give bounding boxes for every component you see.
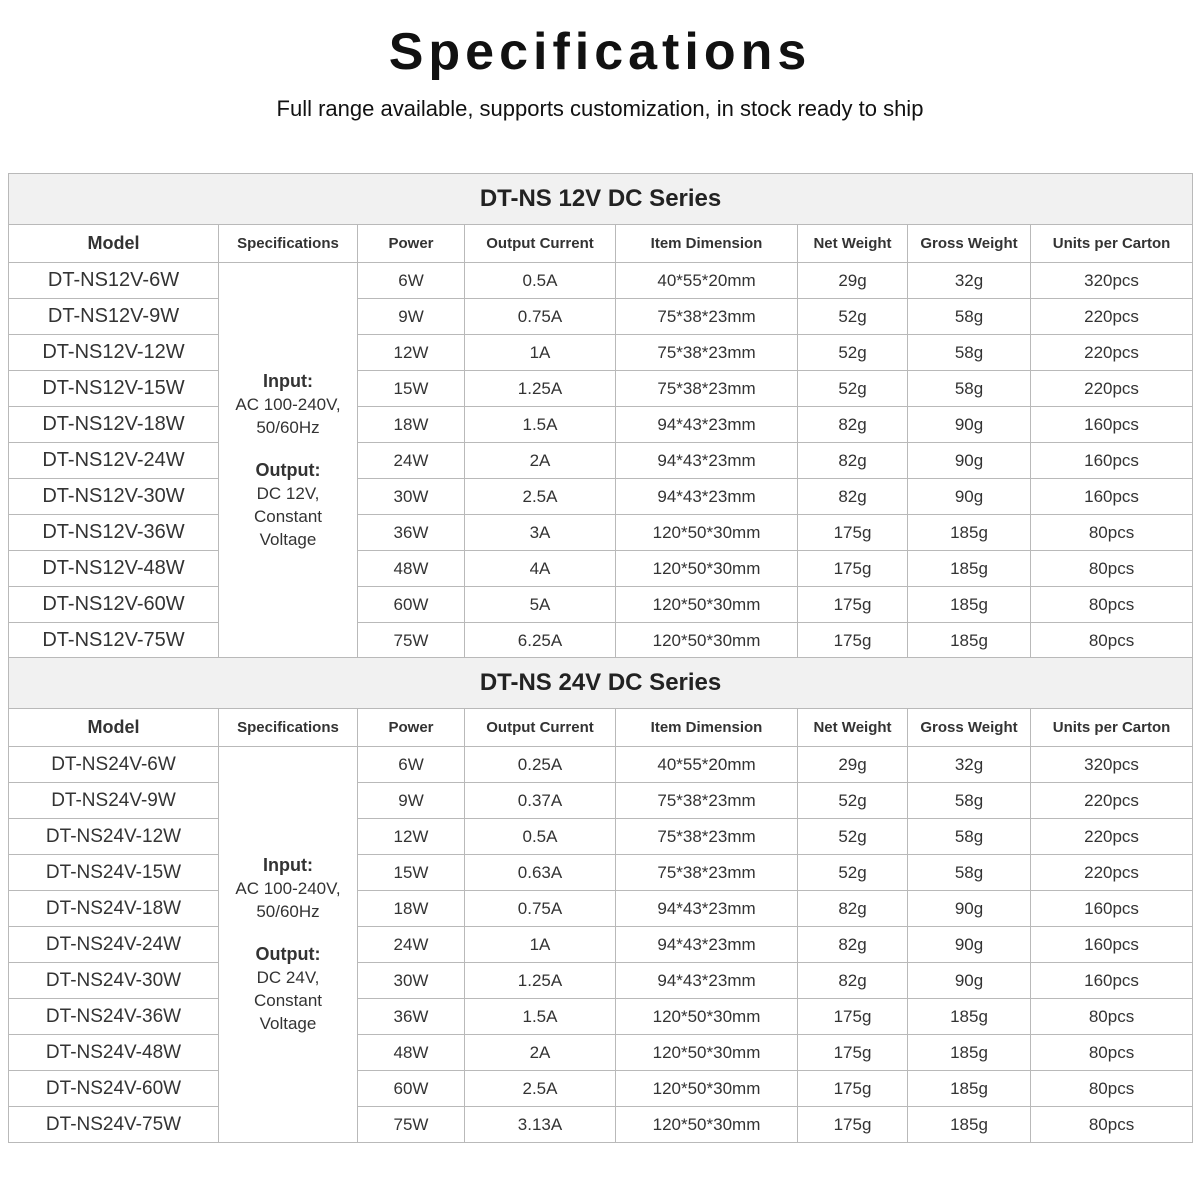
cell-power: 6W xyxy=(358,263,465,299)
cell-model: DT-NS12V-24W xyxy=(9,443,219,479)
spec-table-24v xyxy=(8,657,1193,1143)
cell-units-per-carton: 80pcs xyxy=(1031,551,1193,587)
cell-model: DT-NS12V-15W xyxy=(9,371,219,407)
column-header-output-current: Output Current xyxy=(465,709,616,747)
cell-net-weight: 82g xyxy=(798,407,908,443)
cell-output-current: 5A xyxy=(465,587,616,623)
cell-output-current: 4A xyxy=(465,551,616,587)
cell-units-per-carton: 160pcs xyxy=(1031,927,1193,963)
table-row xyxy=(9,335,1193,371)
cell-item-dimension: 94*43*23mm xyxy=(616,891,798,927)
cell-power: 18W xyxy=(358,407,465,443)
cell-net-weight: 52g xyxy=(798,855,908,891)
cell-output-current: 0.37A xyxy=(465,783,616,819)
table-row xyxy=(9,927,1193,963)
cell-power: 12W xyxy=(358,819,465,855)
cell-net-weight: 52g xyxy=(798,299,908,335)
cell-units-per-carton: 160pcs xyxy=(1031,891,1193,927)
cell-model: DT-NS24V-36W xyxy=(9,999,219,1035)
table-row xyxy=(9,747,1193,783)
cell-power: 60W xyxy=(358,1071,465,1107)
table-row xyxy=(9,1071,1193,1107)
cell-item-dimension: 94*43*23mm xyxy=(616,443,798,479)
cell-item-dimension: 120*50*30mm xyxy=(616,515,798,551)
cell-power: 60W xyxy=(358,587,465,623)
cell-output-current: 0.75A xyxy=(465,299,616,335)
cell-units-per-carton: 220pcs xyxy=(1031,299,1193,335)
cell-units-per-carton: 320pcs xyxy=(1031,263,1193,299)
column-header-output-current: Output Current xyxy=(465,225,616,263)
cell-power: 30W xyxy=(358,479,465,515)
cell-model: DT-NS12V-48W xyxy=(9,551,219,587)
cell-item-dimension: 120*50*30mm xyxy=(616,587,798,623)
cell-output-current: 0.5A xyxy=(465,819,616,855)
cell-units-per-carton: 160pcs xyxy=(1031,479,1193,515)
cell-model: DT-NS12V-30W xyxy=(9,479,219,515)
cell-gross-weight: 90g xyxy=(908,443,1031,479)
specifications-cell xyxy=(219,263,358,659)
cell-item-dimension: 75*38*23mm xyxy=(616,783,798,819)
cell-item-dimension: 75*38*23mm xyxy=(616,335,798,371)
spec-table-12v xyxy=(8,173,1193,659)
cell-net-weight: 29g xyxy=(798,747,908,783)
cell-model: DT-NS12V-60W xyxy=(9,587,219,623)
column-header-item-dimension: Item Dimension xyxy=(616,225,798,263)
cell-model: DT-NS24V-48W xyxy=(9,1035,219,1071)
output-spec-line: DC 24V, xyxy=(256,968,320,987)
cell-item-dimension: 120*50*30mm xyxy=(616,623,798,659)
cell-net-weight: 175g xyxy=(798,999,908,1035)
cell-units-per-carton: 220pcs xyxy=(1031,371,1193,407)
cell-gross-weight: 58g xyxy=(908,819,1031,855)
cell-power: 6W xyxy=(358,747,465,783)
table-row xyxy=(9,407,1193,443)
table-row xyxy=(9,783,1193,819)
column-header-specifications: Specifications xyxy=(219,225,358,263)
cell-gross-weight: 58g xyxy=(908,783,1031,819)
table-row xyxy=(9,263,1193,299)
cell-item-dimension: 75*38*23mm xyxy=(616,819,798,855)
cell-net-weight: 52g xyxy=(798,783,908,819)
cell-gross-weight: 32g xyxy=(908,747,1031,783)
cell-item-dimension: 75*38*23mm xyxy=(616,299,798,335)
cell-item-dimension: 120*50*30mm xyxy=(616,999,798,1035)
cell-net-weight: 175g xyxy=(798,1107,908,1143)
cell-power: 36W xyxy=(358,515,465,551)
table-row xyxy=(9,891,1193,927)
input-spec-line: AC 100-240V, xyxy=(235,395,341,414)
cell-net-weight: 82g xyxy=(798,927,908,963)
cell-gross-weight: 185g xyxy=(908,587,1031,623)
series-title-row xyxy=(9,658,1193,709)
column-header-units-per-carton: Units per Carton xyxy=(1031,709,1193,747)
cell-net-weight: 82g xyxy=(798,963,908,999)
input-spec-line: AC 100-240V, xyxy=(235,879,341,898)
cell-net-weight: 29g xyxy=(798,263,908,299)
cell-item-dimension: 75*38*23mm xyxy=(616,371,798,407)
column-header-gross-weight: Gross Weight xyxy=(908,709,1031,747)
cell-power: 75W xyxy=(358,1107,465,1143)
cell-output-current: 2A xyxy=(465,443,616,479)
input-spec-line: 50/60Hz xyxy=(256,902,320,921)
table-row xyxy=(9,819,1193,855)
spacer xyxy=(219,923,357,943)
column-header-specifications: Specifications xyxy=(219,709,358,747)
cell-gross-weight: 185g xyxy=(908,1107,1031,1143)
table-row xyxy=(9,1107,1193,1143)
cell-item-dimension: 120*50*30mm xyxy=(616,1035,798,1071)
cell-gross-weight: 90g xyxy=(908,963,1031,999)
cell-model: DT-NS24V-18W xyxy=(9,891,219,927)
output-label: Output: xyxy=(255,944,321,964)
cell-gross-weight: 90g xyxy=(908,891,1031,927)
cell-units-per-carton: 80pcs xyxy=(1031,587,1193,623)
cell-gross-weight: 58g xyxy=(908,371,1031,407)
cell-model: DT-NS12V-75W xyxy=(9,623,219,659)
cell-output-current: 1.5A xyxy=(465,407,616,443)
cell-item-dimension: 94*43*23mm xyxy=(616,407,798,443)
cell-net-weight: 175g xyxy=(798,1071,908,1107)
input-label: Input: xyxy=(263,855,313,875)
table-row xyxy=(9,515,1193,551)
cell-net-weight: 82g xyxy=(798,443,908,479)
column-header-net-weight: Net Weight xyxy=(798,225,908,263)
input-spec-line: 50/60Hz xyxy=(256,418,320,437)
table-row xyxy=(9,371,1193,407)
column-header-power: Power xyxy=(358,225,465,263)
cell-item-dimension: 120*50*30mm xyxy=(616,1107,798,1143)
cell-units-per-carton: 160pcs xyxy=(1031,443,1193,479)
cell-output-current: 0.5A xyxy=(465,263,616,299)
cell-output-current: 6.25A xyxy=(465,623,616,659)
cell-units-per-carton: 160pcs xyxy=(1031,407,1193,443)
cell-power: 9W xyxy=(358,783,465,819)
cell-power: 24W xyxy=(358,443,465,479)
table-row xyxy=(9,587,1193,623)
cell-units-per-carton: 80pcs xyxy=(1031,623,1193,659)
cell-item-dimension: 94*43*23mm xyxy=(616,479,798,515)
cell-output-current: 1.5A xyxy=(465,999,616,1035)
cell-model: DT-NS12V-36W xyxy=(9,515,219,551)
cell-output-current: 1A xyxy=(465,927,616,963)
cell-power: 12W xyxy=(358,335,465,371)
cell-net-weight: 52g xyxy=(798,819,908,855)
cell-power: 30W xyxy=(358,963,465,999)
cell-model: DT-NS24V-15W xyxy=(9,855,219,891)
table-row xyxy=(9,299,1193,335)
cell-units-per-carton: 80pcs xyxy=(1031,1071,1193,1107)
cell-gross-weight: 185g xyxy=(908,623,1031,659)
series-title-row xyxy=(9,174,1193,225)
table-row xyxy=(9,855,1193,891)
output-spec-line: Voltage xyxy=(259,530,317,549)
series-title: DT-NS 12V DC Series xyxy=(9,174,1193,225)
cell-item-dimension: 94*43*23mm xyxy=(616,927,798,963)
table-row xyxy=(9,551,1193,587)
cell-net-weight: 175g xyxy=(798,515,908,551)
cell-output-current: 0.75A xyxy=(465,891,616,927)
cell-power: 36W xyxy=(358,999,465,1035)
cell-item-dimension: 75*38*23mm xyxy=(616,855,798,891)
cell-item-dimension: 40*55*20mm xyxy=(616,747,798,783)
cell-output-current: 2.5A xyxy=(465,479,616,515)
cell-units-per-carton: 80pcs xyxy=(1031,1035,1193,1071)
cell-gross-weight: 185g xyxy=(908,1071,1031,1107)
cell-units-per-carton: 220pcs xyxy=(1031,335,1193,371)
cell-net-weight: 52g xyxy=(798,371,908,407)
cell-model: DT-NS24V-60W xyxy=(9,1071,219,1107)
cell-output-current: 2A xyxy=(465,1035,616,1071)
cell-power: 48W xyxy=(358,1035,465,1071)
cell-output-current: 3.13A xyxy=(465,1107,616,1143)
cell-item-dimension: 120*50*30mm xyxy=(616,1071,798,1107)
output-spec-line: Constant xyxy=(253,507,323,526)
cell-units-per-carton: 80pcs xyxy=(1031,515,1193,551)
cell-output-current: 1.25A xyxy=(465,371,616,407)
cell-model: DT-NS24V-6W xyxy=(9,747,219,783)
series-title: DT-NS 24V DC Series xyxy=(9,658,1193,709)
cell-gross-weight: 58g xyxy=(908,299,1031,335)
column-header-model: Model xyxy=(9,225,219,263)
cell-gross-weight: 90g xyxy=(908,927,1031,963)
column-header-net-weight: Net Weight xyxy=(798,709,908,747)
output-spec-line: Voltage xyxy=(259,1014,317,1033)
cell-output-current: 1A xyxy=(465,335,616,371)
cell-model: DT-NS12V-9W xyxy=(9,299,219,335)
cell-power: 15W xyxy=(358,855,465,891)
cell-power: 9W xyxy=(358,299,465,335)
column-header-power: Power xyxy=(358,709,465,747)
cell-gross-weight: 90g xyxy=(908,407,1031,443)
cell-net-weight: 82g xyxy=(798,891,908,927)
cell-item-dimension: 94*43*23mm xyxy=(616,963,798,999)
cell-units-per-carton: 80pcs xyxy=(1031,1107,1193,1143)
cell-item-dimension: 120*50*30mm xyxy=(616,551,798,587)
cell-model: DT-NS12V-18W xyxy=(9,407,219,443)
cell-gross-weight: 185g xyxy=(908,999,1031,1035)
table-row xyxy=(9,999,1193,1035)
table-row xyxy=(9,623,1193,659)
cell-output-current: 1.25A xyxy=(465,963,616,999)
cell-output-current: 2.5A xyxy=(465,1071,616,1107)
cell-model: DT-NS24V-30W xyxy=(9,963,219,999)
cell-model: DT-NS24V-12W xyxy=(9,819,219,855)
cell-gross-weight: 185g xyxy=(908,551,1031,587)
column-header-gross-weight: Gross Weight xyxy=(908,225,1031,263)
cell-model: DT-NS12V-6W xyxy=(9,263,219,299)
cell-model: DT-NS24V-75W xyxy=(9,1107,219,1143)
cell-power: 24W xyxy=(358,927,465,963)
cell-units-per-carton: 320pcs xyxy=(1031,747,1193,783)
cell-output-current: 0.63A xyxy=(465,855,616,891)
cell-gross-weight: 58g xyxy=(908,855,1031,891)
table-row xyxy=(9,1035,1193,1071)
cell-net-weight: 175g xyxy=(798,623,908,659)
column-header-row xyxy=(9,225,1193,263)
cell-units-per-carton: 80pcs xyxy=(1031,999,1193,1035)
cell-net-weight: 175g xyxy=(798,1035,908,1071)
cell-power: 18W xyxy=(358,891,465,927)
column-header-item-dimension: Item Dimension xyxy=(616,709,798,747)
cell-gross-weight: 90g xyxy=(908,479,1031,515)
cell-gross-weight: 32g xyxy=(908,263,1031,299)
cell-gross-weight: 185g xyxy=(908,1035,1031,1071)
cell-net-weight: 82g xyxy=(798,479,908,515)
cell-power: 15W xyxy=(358,371,465,407)
cell-model: DT-NS24V-9W xyxy=(9,783,219,819)
column-header-row xyxy=(9,709,1193,747)
cell-power: 75W xyxy=(358,623,465,659)
table-row xyxy=(9,963,1193,999)
cell-units-per-carton: 220pcs xyxy=(1031,819,1193,855)
output-label: Output: xyxy=(255,460,321,480)
cell-net-weight: 175g xyxy=(798,551,908,587)
cell-net-weight: 175g xyxy=(798,587,908,623)
specifications-cell xyxy=(219,747,358,1143)
cell-gross-weight: 58g xyxy=(908,335,1031,371)
cell-item-dimension: 40*55*20mm xyxy=(616,263,798,299)
page-title: Specifications xyxy=(388,23,812,81)
cell-model: DT-NS12V-12W xyxy=(9,335,219,371)
column-header-model: Model xyxy=(9,709,219,747)
cell-model: DT-NS24V-24W xyxy=(9,927,219,963)
cell-units-per-carton: 220pcs xyxy=(1031,855,1193,891)
column-header-units-per-carton: Units per Carton xyxy=(1031,225,1193,263)
output-spec-line: DC 12V, xyxy=(256,484,320,503)
cell-gross-weight: 185g xyxy=(908,515,1031,551)
page-subtitle: Full range available, supports customization, in stock ready to ship xyxy=(276,96,924,121)
table-row xyxy=(9,479,1193,515)
output-spec-line: Constant xyxy=(253,991,323,1010)
cell-power: 48W xyxy=(358,551,465,587)
spacer xyxy=(219,439,357,459)
cell-output-current: 0.25A xyxy=(465,747,616,783)
cell-net-weight: 52g xyxy=(798,335,908,371)
cell-output-current: 3A xyxy=(465,515,616,551)
cell-units-per-carton: 160pcs xyxy=(1031,963,1193,999)
cell-units-per-carton: 220pcs xyxy=(1031,783,1193,819)
table-row xyxy=(9,443,1193,479)
input-label: Input: xyxy=(263,371,313,391)
